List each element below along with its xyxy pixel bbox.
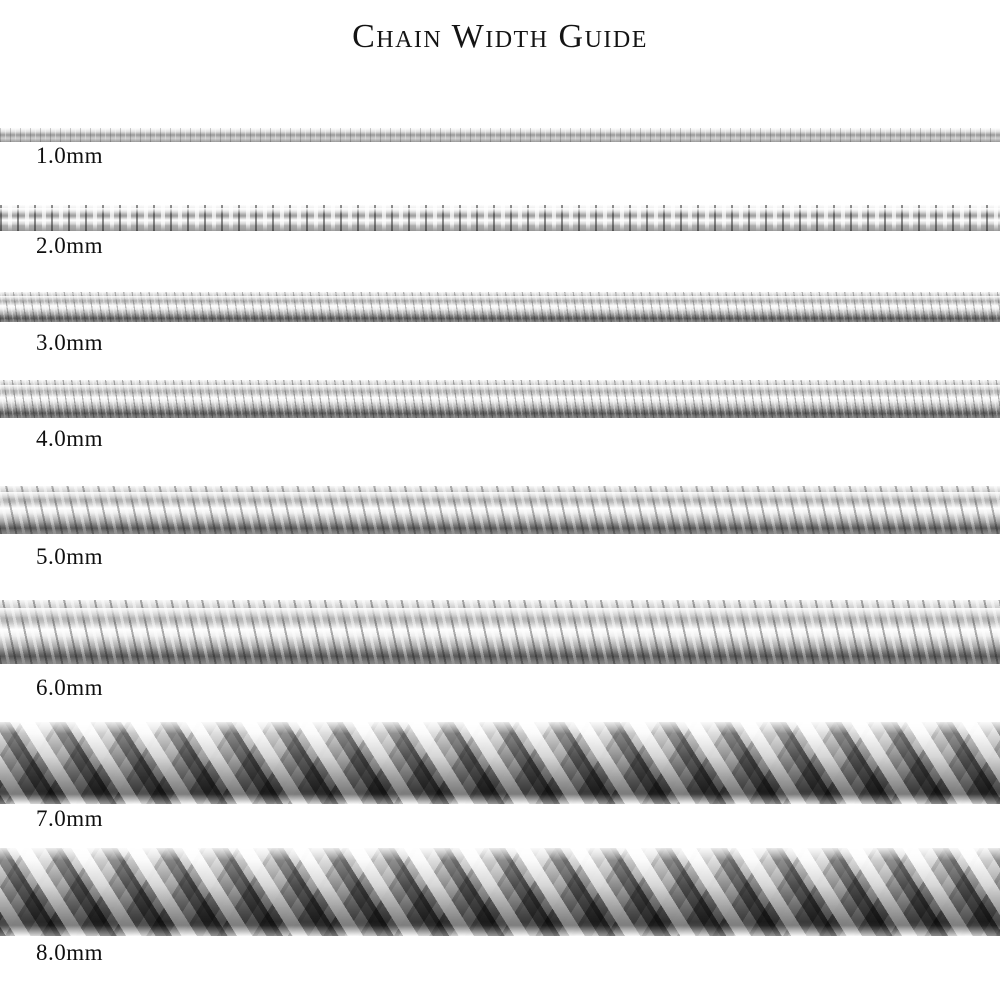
chain-label-4mm: 4.0mm xyxy=(36,426,104,451)
chain-label-6mm: 6.0mm xyxy=(36,675,104,700)
chain-strip-1mm xyxy=(0,128,1000,142)
chain-strip-3mm xyxy=(0,292,1000,322)
chain-shadow xyxy=(0,647,1000,664)
chain-strip-2mm xyxy=(0,205,1000,231)
chain-label-3mm: 3.0mm xyxy=(36,330,104,355)
chain-strip-8mm xyxy=(0,848,1000,936)
chain-label-1mm: 1.0mm xyxy=(36,143,104,168)
chain-label-8mm: 8.0mm xyxy=(36,940,104,965)
chain-shadow xyxy=(0,408,1000,418)
chain-shadow xyxy=(0,224,1000,231)
chain-label-5mm: 5.0mm xyxy=(36,544,104,569)
chain-highlight xyxy=(0,296,1000,303)
chain-strip-4mm xyxy=(0,380,1000,418)
chain-strip-5mm xyxy=(0,486,1000,534)
chain-shadow xyxy=(0,848,1000,936)
chain-shadow xyxy=(0,314,1000,322)
chain-shadow xyxy=(0,722,1000,804)
chain-shadow xyxy=(0,522,1000,534)
chain-highlight xyxy=(0,208,1000,214)
chain-highlight xyxy=(0,608,1000,622)
chain-highlight xyxy=(0,492,1000,503)
chain-strip-6mm xyxy=(0,600,1000,664)
page-title: Chain Width Guide xyxy=(352,18,648,55)
chain-label-7mm: 7.0mm xyxy=(36,806,104,831)
chain-strip-7mm xyxy=(0,722,1000,804)
chain-label-2mm: 2.0mm xyxy=(36,233,104,258)
chain-shadow xyxy=(0,138,1000,142)
chain-highlight xyxy=(0,385,1000,393)
